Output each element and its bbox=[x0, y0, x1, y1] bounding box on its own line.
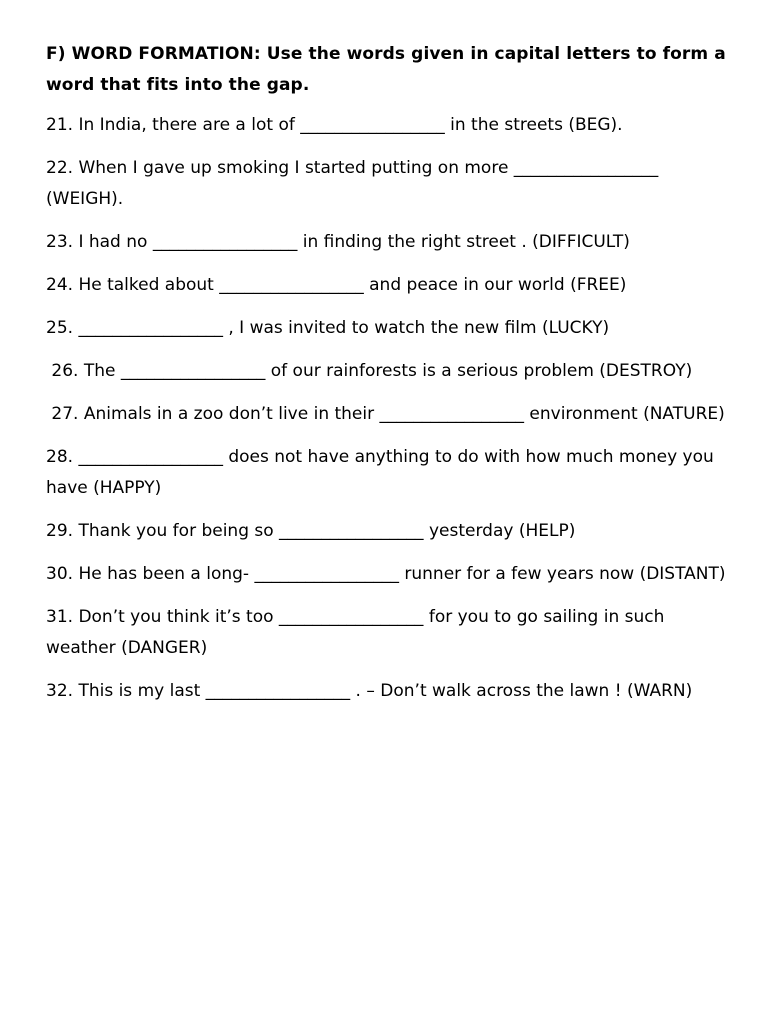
section-heading: F) WORD FORMATION: Use the words given in capital letters to form a word that fits into the gap. bbox=[46, 44, 726, 95]
question-32: 32. This is my last _________________ . – Don’t walk across the lawn ! (WARN) bbox=[46, 681, 693, 701]
question-27: 27. Animals in a zoo don’t live in their _________________ environment (NATURE) bbox=[46, 404, 725, 424]
question-28: 28. _________________ does not have anything to do with how much money you have (HAPPY) bbox=[46, 447, 720, 498]
question-23: 23. I had no _________________ in finding the right street . (DIFFICULT) bbox=[46, 232, 630, 252]
question-30: 30. He has been a long- _________________ runner for a few years now (DISTANT) bbox=[46, 564, 726, 584]
question-26: 26. The _________________ of our rainforests is a serious problem (DESTROY) bbox=[46, 361, 693, 381]
question-31: 31. Don’t you think it’s too _________________ for you to go sailing in such weather (DANGER) bbox=[46, 607, 670, 658]
question-29: 29. Thank you for being so _________________ yesterday (HELP) bbox=[46, 521, 576, 541]
question-22: 22. When I gave up smoking I started putting on more _________________ (WEIGH). bbox=[46, 158, 664, 209]
question-21: 21. In India, there are a lot of _________________ in the streets (BEG). bbox=[46, 115, 623, 135]
question-25: 25. _________________ , I was invited to watch the new film (LUCKY) bbox=[46, 318, 610, 338]
question-24: 24. He talked about _________________ and peace in our world (FREE) bbox=[46, 275, 627, 295]
